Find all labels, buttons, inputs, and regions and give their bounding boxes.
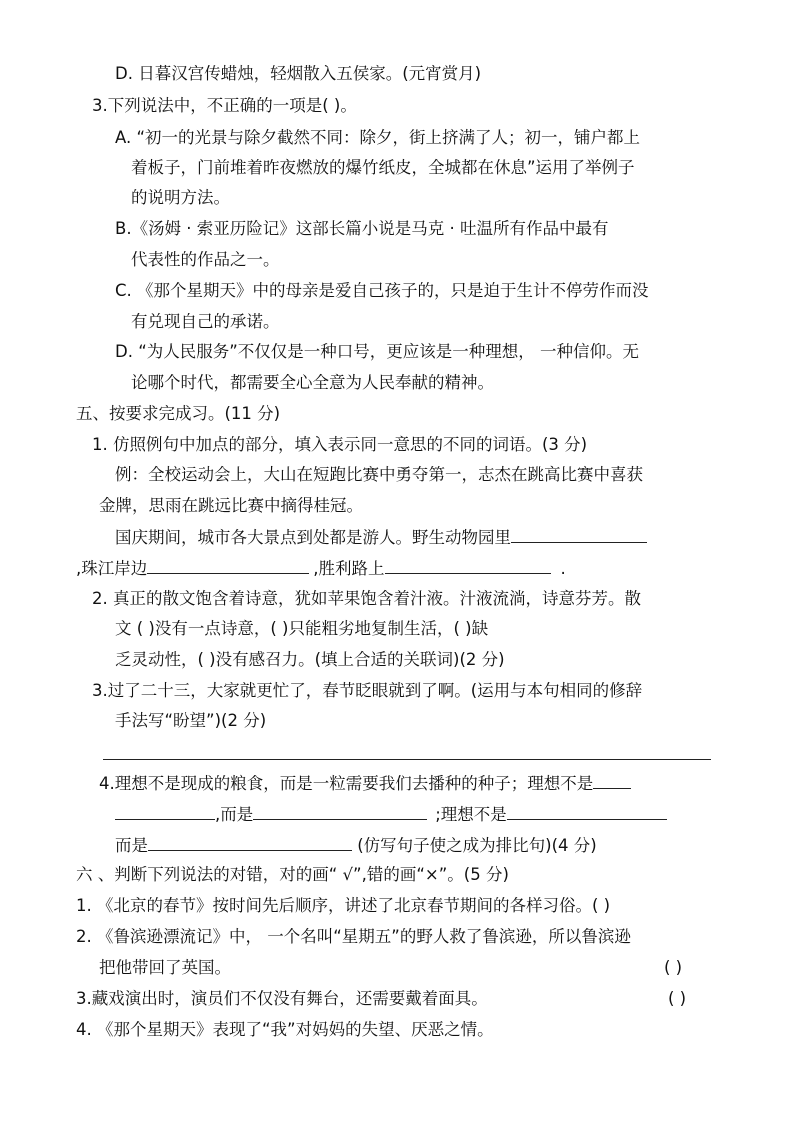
s5-q4-blank-5[interactable] <box>148 834 352 851</box>
s5-q1-prompt-text: 国庆期间，城市各大景点到处都是游人。野生动物园里 <box>115 528 511 547</box>
s5-q1-part2: ,胜利路上 <box>313 559 385 578</box>
q3-option-a-line3: 的说明方法。 <box>131 188 230 207</box>
s5-q2-line2: 文 ( )没有一点诗意，( )只能粗劣地复制生活，( )缺 <box>115 619 489 638</box>
s5-q4-blank-2[interactable] <box>115 803 215 820</box>
s5-q3-answer-line[interactable] <box>103 759 711 760</box>
s5-q4-part1: ,而是 <box>215 805 254 824</box>
s6-item-2-line2: 把他带回了英国。 <box>99 958 231 977</box>
s6-item-2-line1: 2. 《鲁滨逊漂流记》中， 一个名叫“星期五”的野人救了鲁滨逊，所以鲁滨逊 <box>76 927 631 946</box>
s5-q4-line1: 4.理想不是现成的粮食，而是一粒需要我们去播种的种子；理想不是 <box>99 774 594 793</box>
s6-item-2-answer-paren[interactable]: ( ) <box>664 958 683 977</box>
q3-option-b-line1: B.《汤姆 · 索亚历险记》这部长篇小说是马克 · 吐温所有作品中最有 <box>115 219 609 238</box>
q3-stem: 3.下列说法中，不正确的一项是( )。 <box>92 96 357 115</box>
s5-q1-blank-2[interactable] <box>147 557 309 574</box>
q3-option-c-line2: 有兑现自己的承诺。 <box>131 312 280 331</box>
q3-option-b-line2: 代表性的作品之一。 <box>131 250 280 269</box>
s5-q4-line3-row <box>115 834 597 857</box>
s5-q1-blank-1[interactable] <box>511 526 647 543</box>
s5-q1-blank-3[interactable] <box>385 557 551 574</box>
s5-q4-line1-row <box>99 772 631 795</box>
s6-item-1: 1. 《北京的春节》按时间先后顺序，讲述了北京春节期间的各样习俗。( ) <box>76 896 611 915</box>
s6-item-3: 3.藏戏演出时，演员们不仅没有舞台，还需要戴着面具。 <box>76 989 488 1008</box>
q3-option-d-line2: 论哪个时代，都需要全心全意为人民奉献的精神。 <box>131 373 494 392</box>
s5-q2-line3: 乏灵动性，( )没有感召力。(填上合适的关联词)(2 分) <box>115 650 505 669</box>
q3-option-a-line2: 着板子，门前堆着昨夜燃放的爆竹纸皮，全城都在休息”运用了举例子 <box>131 158 635 177</box>
s5-q4-line2-row <box>115 803 667 826</box>
q3-option-a-line1: A. “初一的光景与除夕截然不同：除夕，街上挤满了人；初一，铺户都上 <box>115 128 641 147</box>
s5-q1-stem: 1. 仿照例句中加点的部分，填入表示同一意思的不同的词语。(3 分) <box>92 435 588 454</box>
s5-q1-example-line1: 例：全校运动会上，大山在短跑比赛中勇夺第一，志杰在跳高比赛中喜获 <box>115 465 643 484</box>
s5-q3-line1: 3.过了二十三，大家就更忙了，春节眨眼就到了啊。(运用与本句相同的修辞 <box>92 681 643 700</box>
s5-q4-blank-1[interactable] <box>593 772 631 789</box>
s6-item-3-answer-paren[interactable]: ( ) <box>668 989 687 1008</box>
s5-q1-fill-line <box>76 557 566 580</box>
s5-q4-part3: 而是 <box>115 836 148 855</box>
s5-q1-part1: ,珠江岸边 <box>76 559 148 578</box>
s5-q4-blank-4[interactable] <box>507 803 667 820</box>
section6-title: 六 、判断下列说法的对错，对的画“ √”,错的画“×”。(5 分) <box>76 865 509 884</box>
s5-q4-part2: ;理想不是 <box>435 805 507 824</box>
q3-option-c-line1: C. 《那个星期天》中的母亲是爱自己孩子的，只是迫于生计不停劳作而没 <box>115 281 649 300</box>
s5-q1-part3: . <box>560 559 566 578</box>
section5-title: 五、按要求完成习。(11 分) <box>76 404 281 423</box>
s5-q2-line1: 2. 真正的散文饱含着诗意，犹如苹果饱含着汁液。汁液流淌，诗意芬芳。散 <box>92 589 641 608</box>
s5-q4-blank-3[interactable] <box>253 803 427 820</box>
option-d-text: D. 日暮汉宫传蜡烛，轻烟散入五侯家。(元宵赏月) <box>115 64 482 83</box>
s5-q1-example-line2: 金牌，思雨在跳远比赛中摘得桂冠。 <box>99 496 363 515</box>
q3-option-d-line1: D. “为人民服务”不仅仅是一种口号，更应该是一种理想， 一种信仰。无 <box>115 342 640 361</box>
s6-item-4: 4. 《那个星期天》表现了“我”对妈妈的失望、厌恶之情。 <box>76 1020 494 1039</box>
s5-q3-line2: 手法写“盼望”)(2 分) <box>115 711 267 730</box>
s5-q1-prompt-line <box>115 526 647 549</box>
s5-q4-part4: (仿写句子使之成为排比句)(4 分) <box>352 836 597 855</box>
